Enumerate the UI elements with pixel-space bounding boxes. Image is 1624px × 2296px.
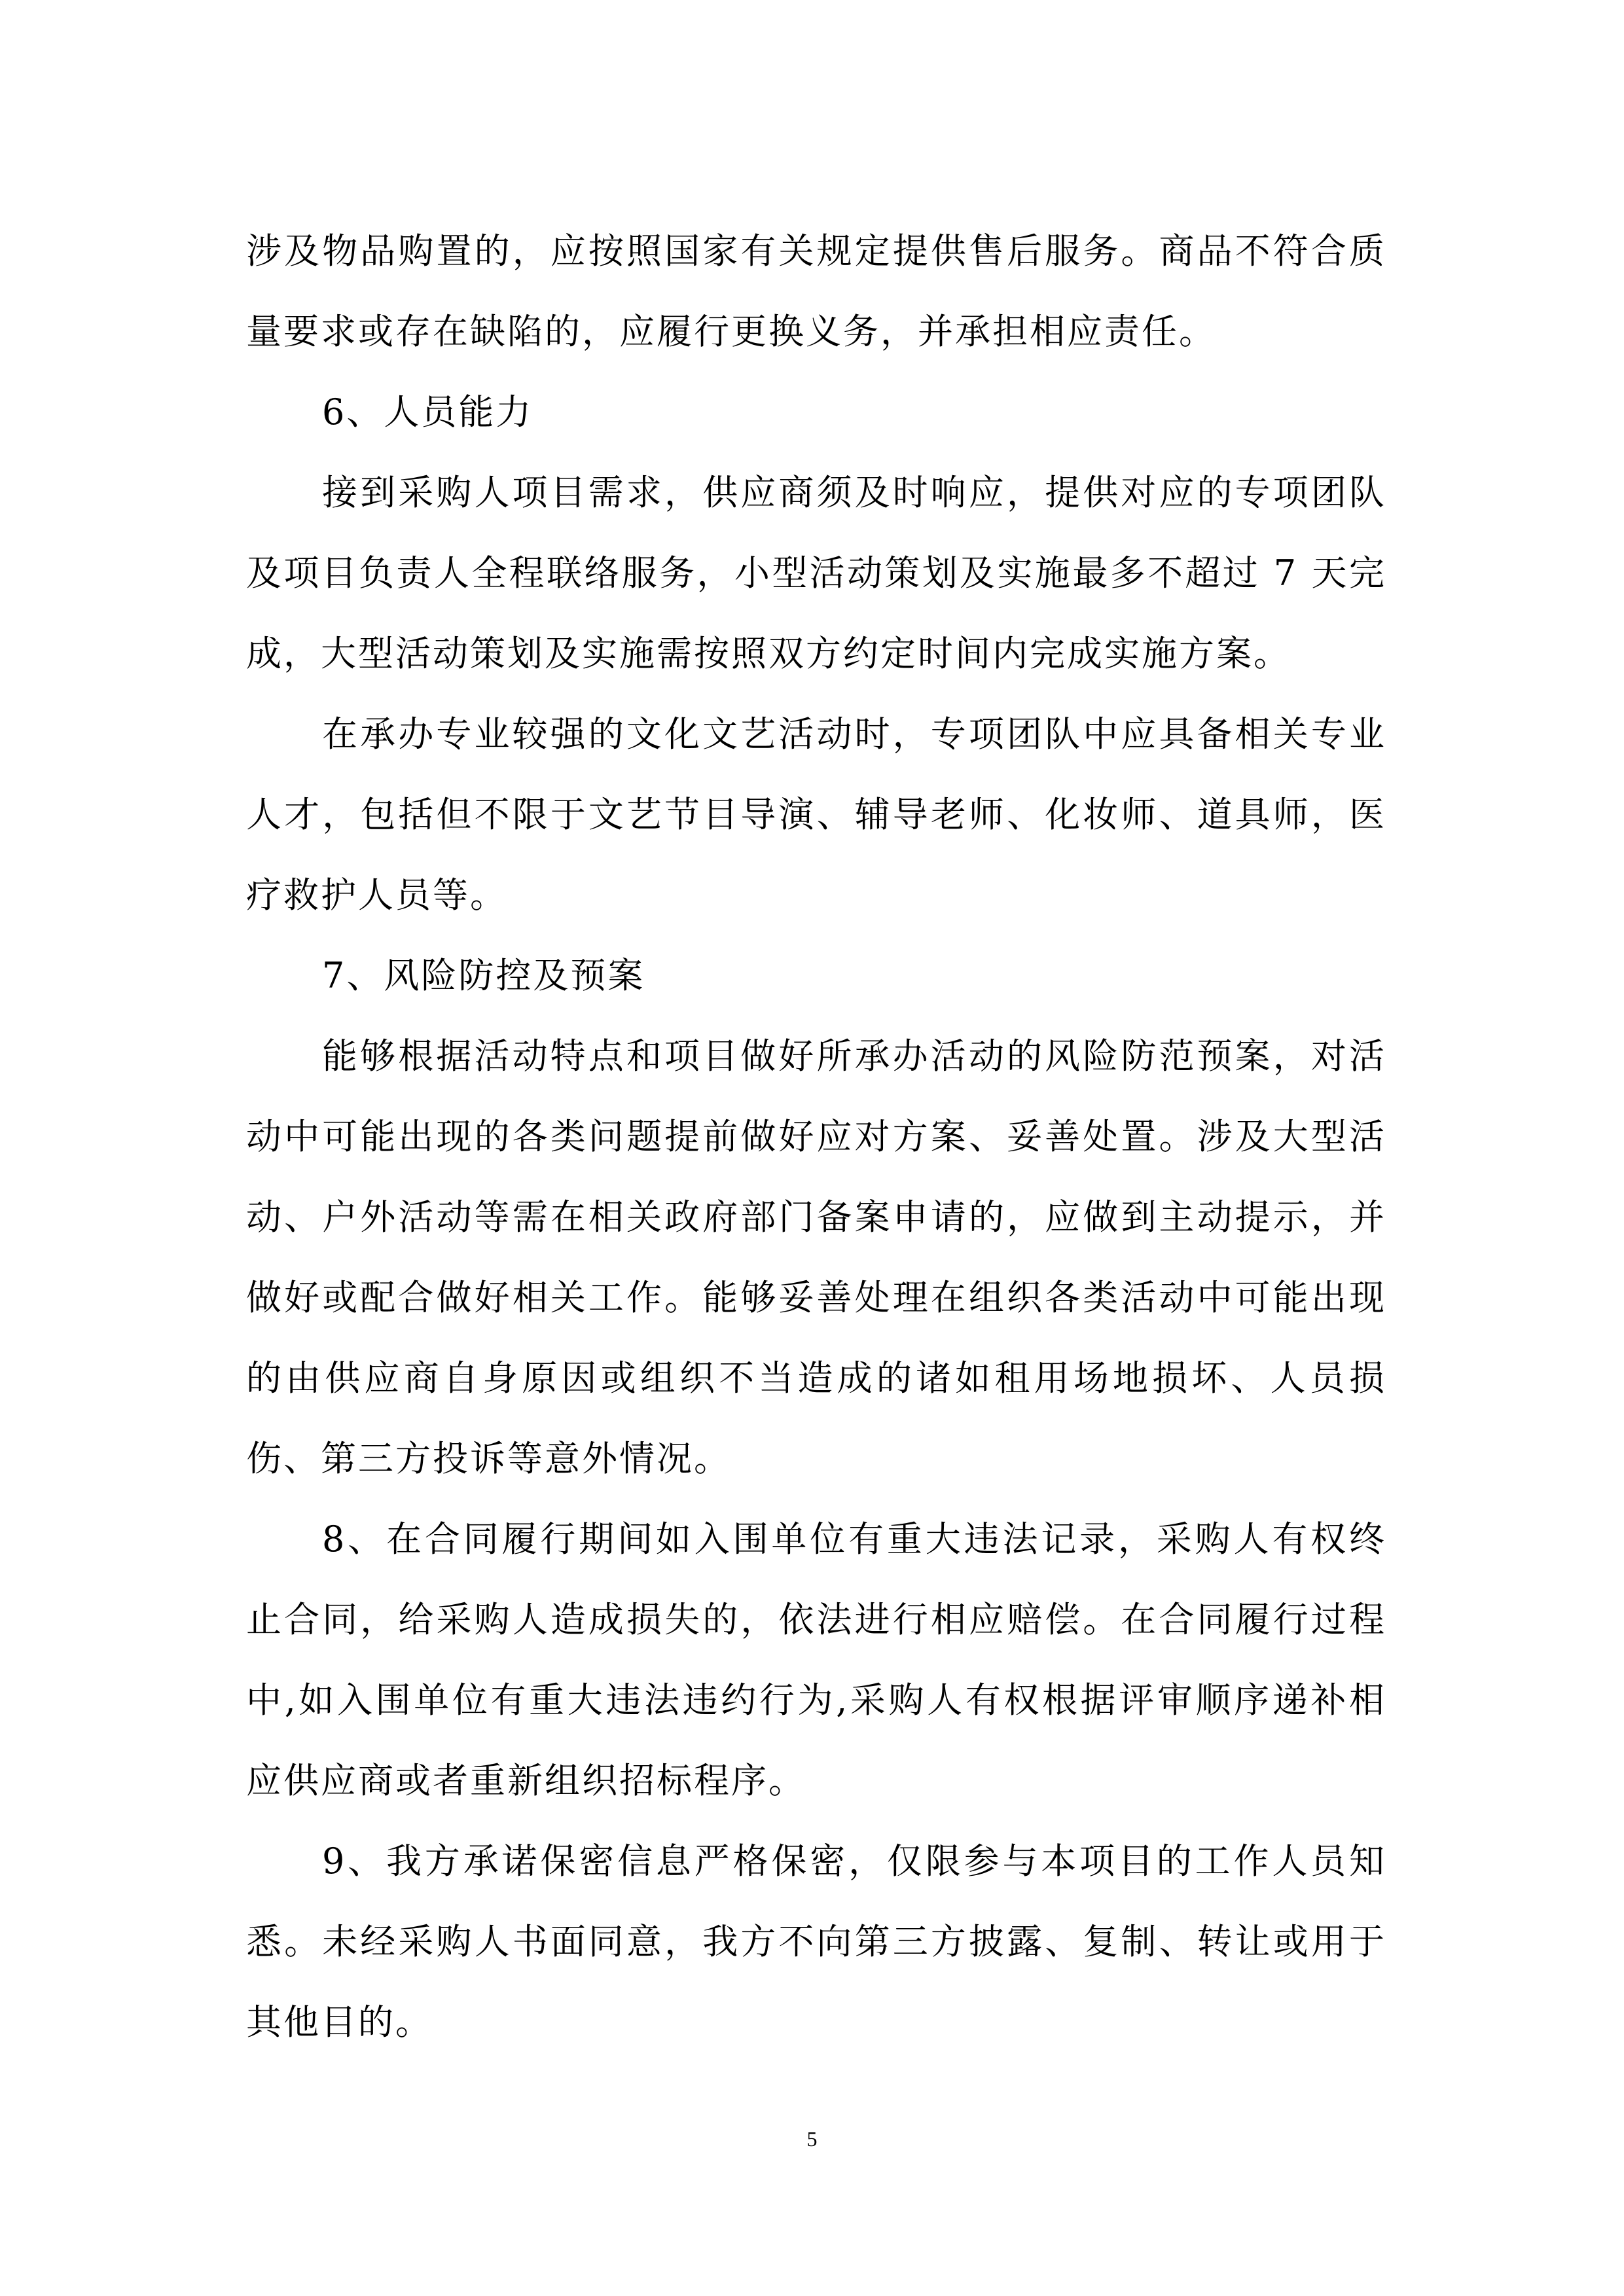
paragraph-contract-violation: 8、在合同履行期间如入围单位有重大违法记录，采购人有权终止合同，给采购人造成损失的，依法进行相应赔偿。在合同履行过程中,如入围单位有重大违法违约行为,采购人有权根据评审顺序递补相应供应商或者重新组织招标程序。 xyxy=(246,1518,1386,1801)
paragraph-risk-control: 能够根据活动特点和项目做好所承办活动的风险防范预案，对活动中可能出现的各类问题提前做好应对方案、妥善处置。涉及大型活动、户外活动等需在相关政府部门备案申请的，应做到主动提示，并做好或配合做好相关工作。能够妥善处理在组织各类活动中可能出现的由供应商自身原因或组织不当造成的诸如租用场地损坏、人员损伤、第三方投诉等意外情况。 xyxy=(246,1035,1386,1479)
section-heading-risk-control: 7、风险防控及预案 xyxy=(322,955,645,996)
section-heading-personnel-capability: 6、人员能力 xyxy=(322,391,533,433)
paragraph-after-sales-service: 涉及物品购置的，应按照国家有关规定提供售后服务。商品不符合质量要求或存在缺陷的，应履行更换义务，并承担相应责任。 xyxy=(246,230,1386,352)
paragraph-confidentiality: 9、我方承诺保密信息严格保密，仅限参与本项目的工作人员知悉。未经采购人书面同意，我方不向第三方披露、复制、转让或用于其他目的。 xyxy=(246,1840,1386,2043)
paragraph-personnel-specialists: 在承办专业较强的文化文艺活动时，专项团队中应具备相关专业人才，包括但不限于文艺节目导演、辅导老师、化妆师、道具师，医疗救护人员等。 xyxy=(246,713,1386,916)
page-body xyxy=(246,211,1386,2062)
paragraph-personnel-response: 接到采购人项目需求，供应商须及时响应，提供对应的专项团队及项目负责人全程联络服务，小型活动策划及实施最多不超过 7 天完成，大型活动策划及实施需按照双方约定时间内完成实施方案。 xyxy=(246,472,1386,674)
page-number: 5 xyxy=(806,2127,818,2151)
